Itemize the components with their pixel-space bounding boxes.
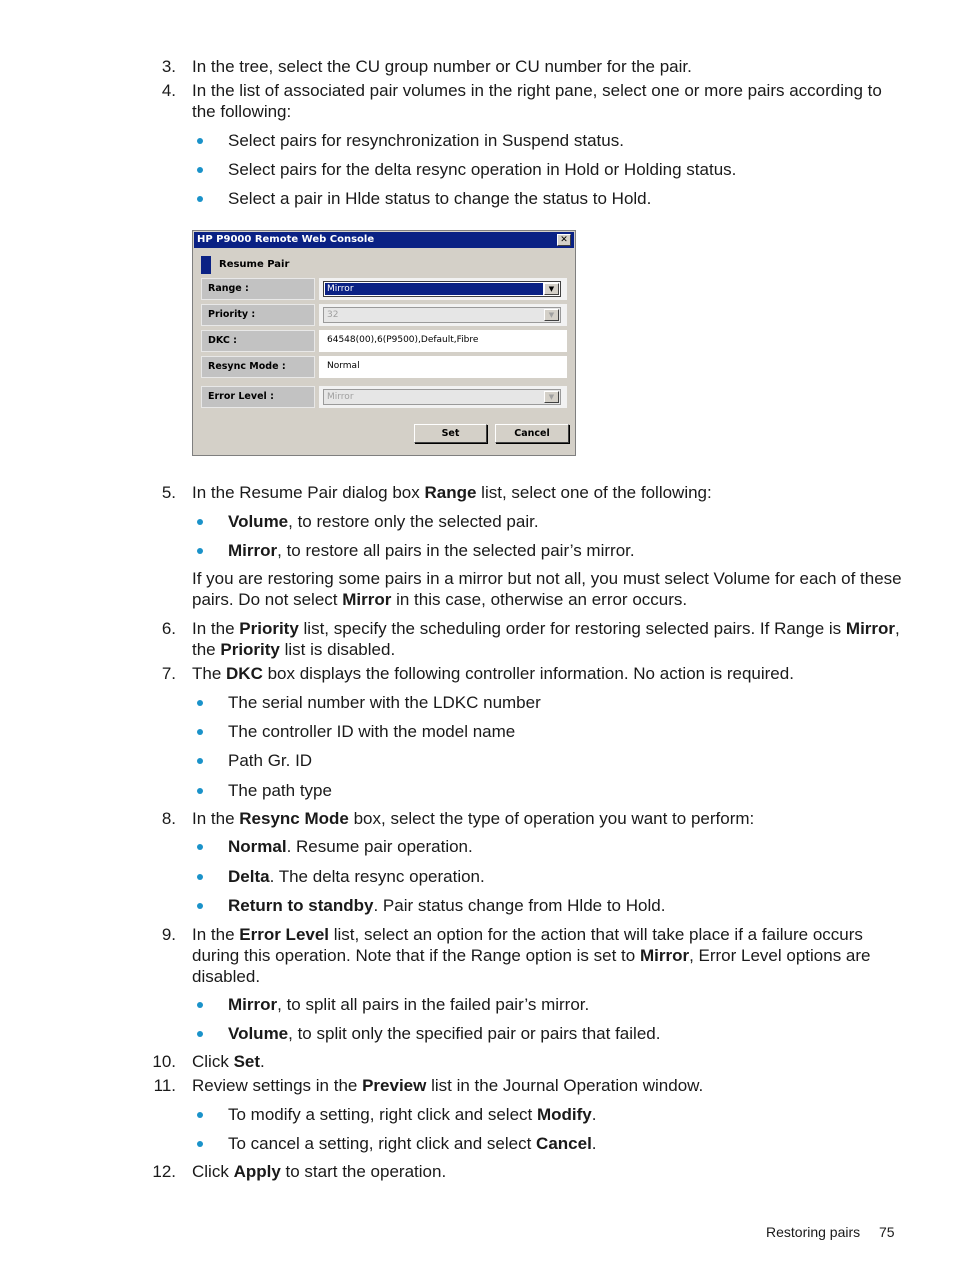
dkc-label: DKC : [201,330,315,352]
step-text: Click Apply to start the operation. [192,1162,447,1181]
cancel-button[interactable]: Cancel [495,424,569,443]
set-button[interactable]: Set [414,424,487,443]
step-number: 10. [152,1052,176,1071]
bullet-icon [197,167,203,173]
priority-row [201,304,567,326]
bullet-icon [197,844,203,850]
chevron-down-icon[interactable]: ▼ [544,283,559,295]
step-text: In the Resume Pair dialog box Range list, select one of the following: [192,483,712,502]
step-number: 3. [161,57,176,76]
step-text: In the Priority list, specify the scheduling order for restoring selected pairs. If Range is Mirror, the Priority list is disabled. [192,619,900,659]
step-text: Review settings in the Preview list in the Journal Operation window. [192,1076,704,1095]
range-select[interactable]: Mirror ▼ [323,281,561,297]
step-number: 8. [161,809,176,828]
bullet-icon [197,758,203,764]
chevron-down-icon[interactable]: ▼ [544,309,559,321]
bullet-icon [197,519,203,525]
bullet-icon [197,903,203,909]
bullet-icon [197,548,203,554]
bullet-icon [197,874,203,880]
dkc-row [201,330,567,352]
error-level-row [201,386,567,408]
dialog-title: HP P9000 Remote Web Console [197,234,375,245]
resync-mode-value: Normal [327,361,360,371]
close-icon[interactable]: ✕ [557,234,571,246]
bullet-icon [197,1141,203,1147]
resync-mode-label: Resync Mode : [201,356,315,378]
step-text: In the list of associated pair volumes in the right pane, select one or more pairs according to the following: [192,81,882,121]
resync-mode-row [201,356,567,378]
step-5-note: If you are restoring some pairs in a mirror but not all, you must select Volume for each of these pairs. Do not select Mirror in this case, otherwise an error occurs. [192,569,902,609]
error-level-select[interactable]: Mirror ▼ [323,389,561,405]
range-row [201,278,567,300]
dkc-value: 64548(00),6(P9500),Default,Fibre [327,335,479,345]
step-text: In the Error Level list, select an option for the action that will take place if a failure occurs during this operation. Note that if the Range option is set to Mirror, Error Level options are disabled. [192,925,871,986]
step-number: 11. [153,1076,176,1095]
step-number: 7. [161,664,176,683]
step-text: In the tree, select the CU group number or CU number for the pair. [192,57,692,76]
bullet-icon [197,1112,203,1118]
bullet-icon [197,700,203,706]
step-number: 6. [161,619,176,638]
bullet-icon [197,788,203,794]
dialog-title-bar [194,232,574,248]
step-number: 4. [161,81,176,100]
step-number: 9. [161,925,176,944]
chevron-down-icon[interactable]: ▼ [544,391,559,403]
priority-label: Priority : [201,304,315,326]
footer-section-title: Restoring pairs [766,1224,861,1240]
step-text: The DKC box displays the following controller information. No action is required. [192,664,794,683]
bullet-icon [197,138,203,144]
step-number: 12. [152,1162,176,1181]
range-label: Range : [201,278,315,300]
bullet-icon [197,1031,203,1037]
bullet-icon [197,1002,203,1008]
bullet-icon [197,729,203,735]
step-number: 5. [161,483,176,502]
resume-pair-dialog: HP P9000 Remote Web Console ✕ Resume Pair Range : Mirror ▼ Priority : 32 ▼ DKC : 64548(00),6(P9500),Default,Fibre Resync Mode : Normal Error Level : Mirror ▼ Set Cancel [192,230,576,456]
error-level-label: Error Level : [201,386,315,408]
step-text: In the Resync Mode box, select the type of operation you want to perform: [192,809,755,828]
bullet-icon [197,196,203,202]
step-text: Click Set. [192,1052,265,1071]
priority-select[interactable]: 32 ▼ [323,307,561,323]
heading-marker-icon [201,256,211,274]
page-number: 75 [879,1224,895,1240]
